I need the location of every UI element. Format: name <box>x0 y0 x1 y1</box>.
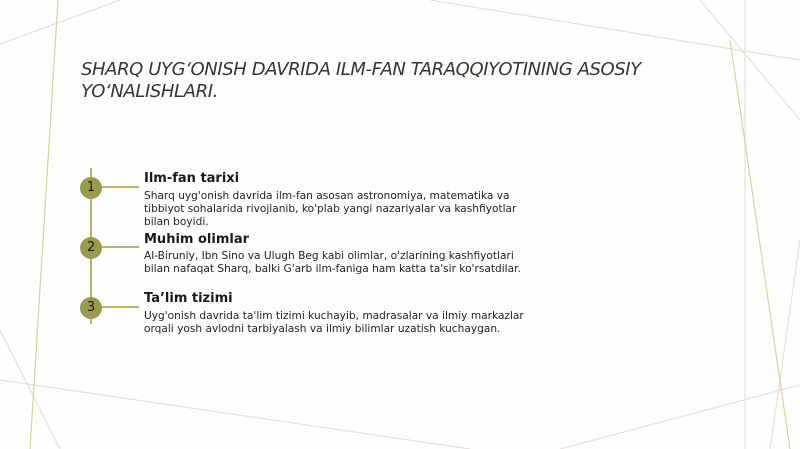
timeline-connector-3 <box>101 306 139 308</box>
item-text-1: Sharq uyg'onish davrida ilm-fan asosan astronomiya, matematika va tibbiyot sohalarida rivojlanib, ko'plab yangi nazariyalar va kashfiyotlar bilan boyidi. <box>144 190 517 228</box>
item-heading-3: Ta’lim tizimi <box>144 291 233 306</box>
item-heading-2: Muhim olimlar <box>144 232 250 247</box>
item-text-3: Uyg'onish davrida ta'lim tizimi kuchayib, madrasalar va ilmiy markazlar orqali yosh avlodni tarbiyalash va ilmiy bilimlar uzatish kuchaygan. <box>144 310 524 335</box>
timeline-marker-1: 1 <box>80 177 102 199</box>
timeline-connector-2 <box>101 246 139 248</box>
item-text-2: Al-Biruniy, Ibn Sino va Ulugh Beg kabi olimlar, o'zlarining kashfiyotlari bilan nafaqat Sharq, balki G'arb ilm-faniga ham katta ta'sir ko'rsatdilar. <box>144 250 521 275</box>
item-heading-1: Ilm-fan tarixi <box>144 171 240 186</box>
timeline-marker-3: 3 <box>80 297 102 319</box>
timeline-connector-1 <box>101 186 139 188</box>
page-title: SHARQ UYG‘ONISH DAVRIDA ILM-FAN TARAQQIYOTINING ASOSIY YO‘NALISHLARI. <box>81 59 641 102</box>
timeline-marker-2: 2 <box>80 237 102 259</box>
